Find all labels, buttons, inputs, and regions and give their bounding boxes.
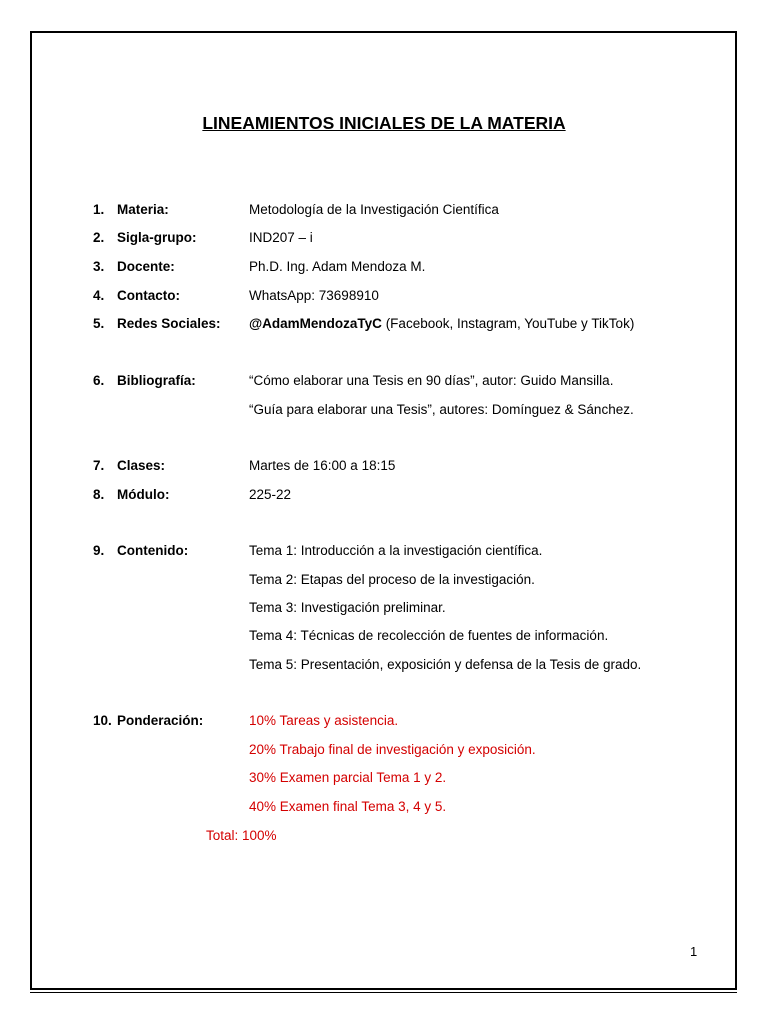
item-bibliografia-cont <box>0 400 768 420</box>
item-number: 2. <box>93 230 105 245</box>
content-topic: Tema 5: Presentación, exposición y defensa de la Tesis de grado. <box>249 657 642 672</box>
item-number: 10. <box>93 713 112 728</box>
item-contenido <box>0 541 768 561</box>
item-label: Docente: <box>117 259 175 274</box>
grading-entry: 20% Trabajo final de investigación y exposición. <box>249 742 536 757</box>
item-value: 225-22 <box>249 487 292 502</box>
item-number: 7. <box>93 458 105 473</box>
item-value <box>249 314 634 334</box>
item-value: Martes de 16:00 a 18:15 <box>249 458 396 473</box>
bibliography-entry: “Guía para elaborar una Tesis”, autores: Domínguez & Sánchez. <box>249 402 634 417</box>
grading-entry: 30% Examen parcial Tema 1 y 2. <box>249 770 447 785</box>
item-value: IND207 – i <box>249 230 313 245</box>
item-label: Contacto: <box>117 288 180 303</box>
grading-total: Total: 100% <box>206 828 277 843</box>
item-ponderacion-cont <box>0 797 768 817</box>
item-redes-sociales <box>0 314 768 334</box>
item-number: 1. <box>93 202 105 217</box>
item-label: Contenido: <box>117 543 189 558</box>
content-topic: Tema 3: Investigación preliminar. <box>249 600 446 615</box>
item-modulo <box>0 485 768 505</box>
grading-entry: 10% Tareas y asistencia. <box>249 713 399 728</box>
item-label: Redes Sociales: <box>117 316 221 331</box>
item-number: 3. <box>93 259 105 274</box>
item-number: 6. <box>93 373 105 388</box>
item-value: Ph.D. Ing. Adam Mendoza M. <box>249 259 426 274</box>
grading-total-row <box>0 826 768 846</box>
content-topic: Tema 2: Etapas del proceso de la investigación. <box>249 572 535 587</box>
item-contenido-cont <box>0 655 768 675</box>
item-sigla-grupo <box>0 228 768 248</box>
item-number: 5. <box>93 316 105 331</box>
item-label: Clases: <box>117 458 166 473</box>
item-docente <box>0 257 768 277</box>
item-contenido-cont <box>0 598 768 618</box>
item-ponderacion-cont <box>0 768 768 788</box>
item-ponderacion-cont <box>0 740 768 760</box>
item-label: Sigla-grupo: <box>117 230 197 245</box>
social-platforms: (Facebook, Instagram, YouTube y TikTok) <box>381 316 635 331</box>
item-label: Ponderación: <box>117 713 204 728</box>
item-value: WhatsApp: 73698910 <box>249 288 379 303</box>
item-label: Materia: <box>117 202 169 217</box>
content-topic: Tema 1: Introducción a la investigación científica. <box>249 543 543 558</box>
item-number: 9. <box>93 543 105 558</box>
item-value: Metodología de la Investigación Científica <box>249 202 499 217</box>
social-handle: @AdamMendozaTyC <box>249 316 382 331</box>
document-title: LINEAMIENTOS INICIALES DE LA MATERIA <box>202 113 566 133</box>
item-label: Bibliografía: <box>117 373 196 388</box>
item-materia <box>0 200 768 220</box>
page-border <box>30 31 737 990</box>
item-clases <box>0 456 768 476</box>
item-number: 8. <box>93 487 105 502</box>
item-ponderacion <box>0 711 768 731</box>
page-border-bottom-line <box>30 992 737 993</box>
item-number: 4. <box>93 288 105 303</box>
page-number: 1 <box>690 944 698 959</box>
content-topic: Tema 4: Técnicas de recolección de fuentes de información. <box>249 628 609 643</box>
item-bibliografia <box>0 371 768 391</box>
item-contenido-cont <box>0 626 768 646</box>
item-label: Módulo: <box>117 487 170 502</box>
grading-entry: 40% Examen final Tema 3, 4 y 5. <box>249 799 447 814</box>
item-contenido-cont <box>0 570 768 590</box>
bibliography-entry: “Cómo elaborar una Tesis en 90 días”, autor: Guido Mansilla. <box>249 373 614 388</box>
item-contacto <box>0 286 768 306</box>
